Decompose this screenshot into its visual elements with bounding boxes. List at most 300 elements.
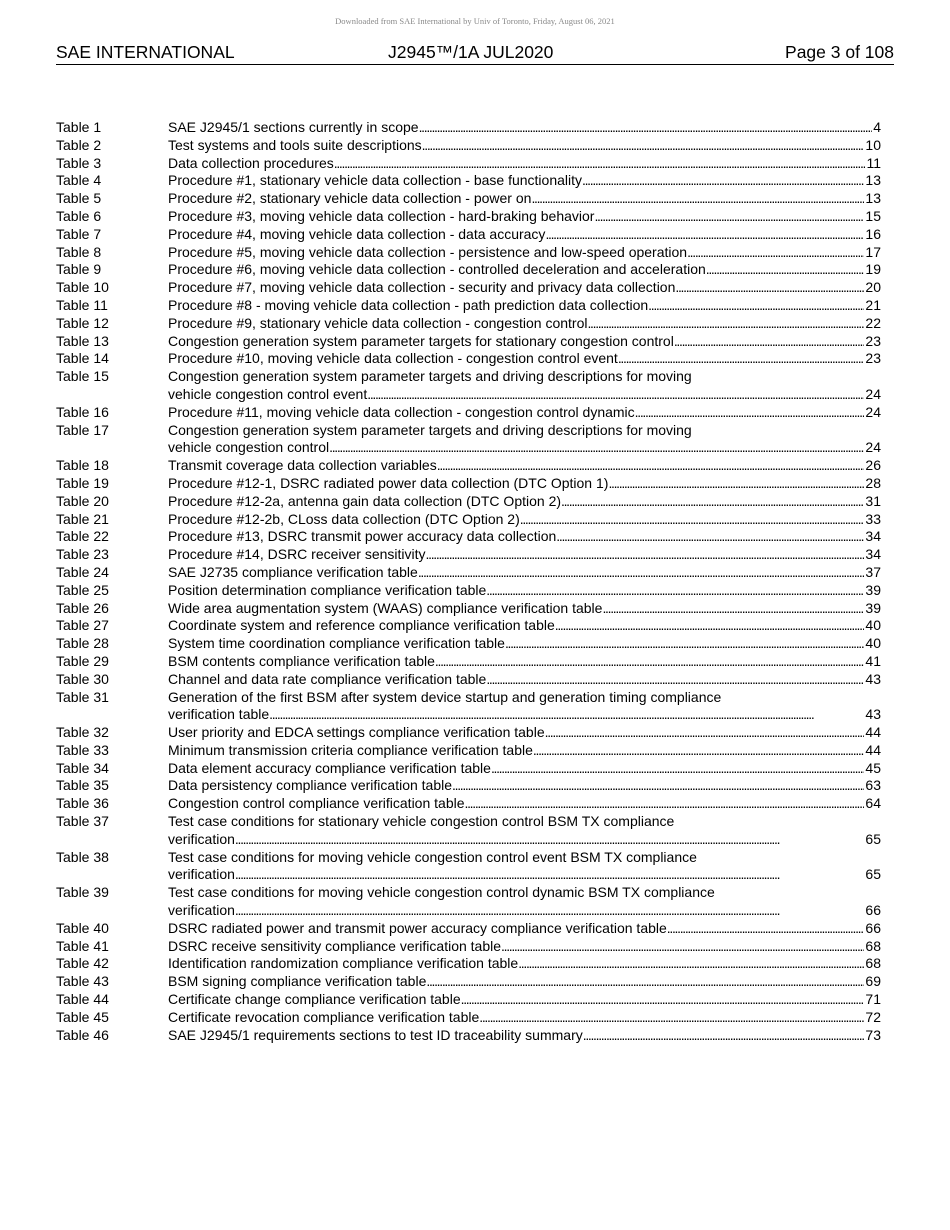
toc-title-line [168, 155, 881, 173]
dot-leader [583, 1027, 865, 1045]
toc-entry-body [168, 422, 881, 458]
toc-table-number: Table 4 [56, 172, 102, 189]
toc-title: DSRC radiated power and transmit power accuracy compliance verification table [168, 919, 667, 936]
toc-entry-body [168, 955, 881, 973]
toc-title: Congestion control compliance verification table [168, 795, 465, 812]
toc-title-line [168, 528, 881, 546]
dot-leader [418, 564, 865, 582]
toc-entry[interactable] [56, 190, 881, 208]
toc-entry[interactable] [56, 564, 881, 582]
toc-page-number: 43 [865, 706, 881, 723]
toc-table-number: Table 39 [56, 884, 109, 901]
toc-title-line [168, 493, 881, 511]
toc-entry[interactable] [56, 315, 881, 333]
toc-table-number: Table 25 [56, 581, 109, 598]
toc-page-number: 72 [865, 1008, 881, 1025]
dot-leader [334, 155, 866, 173]
toc-title: BSM contents compliance verification table [168, 652, 435, 669]
dot-leader [465, 795, 865, 813]
toc-title-line [168, 938, 881, 956]
toc-entry-body [168, 297, 881, 315]
toc-title-line [168, 137, 881, 155]
toc-page-number: 34 [865, 546, 881, 563]
toc-table-number: Table 41 [56, 937, 109, 954]
toc-title: Certificate revocation compliance verification table [168, 1008, 480, 1025]
toc-page-number: 68 [865, 955, 881, 972]
toc-title: Certificate change compliance verification table [168, 991, 461, 1008]
running-header [56, 44, 894, 65]
toc-table-number: Table 14 [56, 350, 109, 367]
toc-entry[interactable] [56, 849, 881, 885]
toc-title-line [168, 261, 881, 279]
toc-entry[interactable] [56, 813, 881, 849]
toc-table-number: Table 13 [56, 332, 109, 349]
toc-entry-body [168, 457, 881, 475]
dot-leader [422, 137, 865, 155]
toc-table-number: Table 8 [56, 243, 102, 260]
toc-entry[interactable] [56, 955, 881, 973]
toc-table-number: Table 17 [56, 421, 109, 438]
toc-entry[interactable] [56, 244, 881, 262]
toc-table-number: Table 40 [56, 919, 109, 936]
toc-page-number: 24 [865, 385, 881, 402]
toc-page-number: 41 [865, 652, 881, 669]
toc-title-line [168, 1009, 881, 1027]
dot-leader [582, 172, 864, 190]
toc-table-number: Table 46 [56, 1026, 109, 1043]
toc-entry-body [168, 617, 881, 635]
toc-page-number: 23 [865, 350, 881, 367]
dot-leader [635, 404, 865, 422]
toc-title: Coordinate system and reference compliance verification table [168, 617, 555, 634]
toc-title: Minimum transmission criteria compliance verification table [168, 741, 533, 758]
toc-entry-body [168, 244, 881, 262]
toc-title-first-line: Test case conditions for moving vehicle congestion control dynamic BSM TX compliance [168, 884, 715, 901]
toc-table-number: Table 24 [56, 563, 109, 580]
dot-leader [426, 973, 864, 991]
toc-title-first-line: Congestion generation system parameter targets and driving descriptions for moving [168, 368, 692, 385]
toc-entry-body [168, 137, 881, 155]
toc-title-line [168, 1027, 881, 1045]
toc-title: Procedure #11, moving vehicle data collection - congestion control dynamic [168, 403, 635, 420]
toc-title-line [168, 866, 881, 884]
toc-title: verification table [168, 706, 270, 723]
toc-entry[interactable] [56, 261, 881, 279]
toc-entry[interactable] [56, 119, 881, 137]
toc-title-line [168, 350, 881, 368]
toc-entry-body [168, 350, 881, 368]
toc-entry-body [168, 689, 881, 725]
toc-entry-body [168, 973, 881, 991]
toc-page-number: 13 [865, 190, 881, 207]
toc-entry[interactable] [56, 475, 881, 493]
toc-page-number: 26 [865, 457, 881, 474]
toc-title-line [168, 190, 881, 208]
toc-table-number: Table 33 [56, 741, 109, 758]
dot-leader [235, 902, 865, 920]
toc-entry[interactable] [56, 422, 881, 458]
toc-entry[interactable] [56, 884, 881, 920]
toc-title: Procedure #12-1, DSRC radiated power data collection (DTC Option 1) [168, 474, 609, 491]
toc-table-number: Table 2 [56, 136, 102, 153]
toc-table-number: Table 36 [56, 795, 109, 812]
toc-page-number: 20 [865, 279, 881, 296]
toc-page-number: 39 [865, 581, 881, 598]
toc-title-line [168, 617, 881, 635]
toc-entry-body [168, 528, 881, 546]
toc-page-number: 24 [865, 403, 881, 420]
dot-leader [501, 938, 864, 956]
dot-leader [452, 777, 864, 795]
toc-entry[interactable] [56, 760, 881, 778]
toc-page-number: 66 [865, 919, 881, 936]
toc-table-number: Table 38 [56, 848, 109, 865]
publisher-name: SAE INTERNATIONAL [56, 42, 235, 62]
dot-leader [587, 315, 864, 333]
toc-entry[interactable] [56, 279, 881, 297]
toc-title-line [168, 600, 881, 618]
dot-leader [486, 582, 864, 600]
toc-entry[interactable] [56, 208, 881, 226]
toc-entry-body [168, 849, 881, 885]
toc-title: Wide area augmentation system (WAAS) compliance verification table [168, 599, 603, 616]
dot-leader [556, 528, 864, 546]
toc-entry-body [168, 991, 881, 1009]
dot-leader [479, 1009, 864, 1027]
toc-entry[interactable] [56, 528, 881, 546]
toc-entry[interactable] [56, 172, 881, 190]
toc-entry[interactable] [56, 350, 881, 368]
toc-table-number: Table 26 [56, 599, 109, 616]
dot-leader [329, 439, 864, 457]
toc-entry-body [168, 724, 881, 742]
toc-page-number: 43 [865, 670, 881, 687]
toc-page-number: 11 [866, 154, 881, 171]
toc-entry-body [168, 742, 881, 760]
toc-entry[interactable] [56, 546, 881, 564]
toc-entry[interactable] [56, 938, 881, 956]
dot-leader [235, 866, 865, 884]
toc-entry[interactable] [56, 493, 881, 511]
toc-page-number: 28 [865, 474, 881, 491]
download-watermark-note: Downloaded from SAE International by Univ of Toronto, Friday, August 06, 2021 [335, 16, 615, 26]
toc-title: vehicle congestion control event [168, 385, 368, 402]
toc-table-number: Table 23 [56, 546, 109, 563]
toc-title-line [168, 315, 881, 333]
toc-title: vehicle congestion control [168, 439, 330, 456]
toc-entry[interactable] [56, 991, 881, 1009]
toc-table-number: Table 20 [56, 492, 109, 509]
toc-entry-body [168, 884, 881, 920]
toc-title: Test systems and tools suite descriptions [168, 136, 422, 153]
toc-table-number: Table 21 [56, 510, 109, 527]
toc-title: Procedure #6, moving vehicle data collection - controlled deceleration and acceleration [168, 261, 706, 278]
dot-leader [486, 671, 864, 689]
toc-entry[interactable] [56, 297, 881, 315]
toc-title: Procedure #4, moving vehicle data collection - data accuracy [168, 225, 546, 242]
toc-entry-body [168, 172, 881, 190]
dot-leader [531, 190, 864, 208]
toc-table-number: Table 1 [56, 119, 102, 135]
dot-leader [555, 617, 865, 635]
toc-title: Procedure #12-2a, antenna gain data collection (DTC Option 2) [168, 492, 562, 509]
toc-page-number: 10 [865, 136, 881, 153]
toc-page-number: 22 [865, 314, 881, 331]
dot-leader [618, 350, 865, 368]
dot-leader [461, 991, 865, 1009]
toc-entry[interactable] [56, 724, 881, 742]
document-id: J2945™/1A JUL2020 [388, 42, 554, 62]
dot-leader [235, 831, 865, 849]
toc-entry-body [168, 190, 881, 208]
toc-title: Procedure #12-2b, CLoss data collection (DTC Option 2) [168, 510, 520, 527]
toc-table-number: Table 30 [56, 670, 109, 687]
toc-entry[interactable] [56, 635, 881, 653]
toc-table-number: Table 10 [56, 279, 109, 296]
toc-title-line [168, 386, 881, 404]
toc-table-number: Table 22 [56, 528, 109, 545]
toc-page-number: 44 [865, 741, 881, 758]
toc-table-number: Table 6 [56, 207, 102, 224]
toc-entry[interactable] [56, 582, 881, 600]
toc-title-line [168, 279, 881, 297]
toc-page-number: 65 [865, 866, 881, 883]
toc-title-line [168, 973, 881, 991]
toc-table-number: Table 3 [56, 154, 102, 171]
toc-entry[interactable] [56, 226, 881, 244]
toc-entry[interactable] [56, 333, 881, 351]
toc-entry[interactable] [56, 653, 881, 671]
toc-entry-body [168, 813, 881, 849]
toc-page-number: 40 [865, 617, 881, 634]
toc-page-number: 24 [865, 439, 881, 456]
toc-entry[interactable] [56, 457, 881, 475]
toc-entry[interactable] [56, 777, 881, 795]
toc-page-number: 17 [865, 243, 881, 260]
toc-page-number: 64 [865, 795, 881, 812]
toc-title-line [168, 119, 881, 137]
toc-title-line [168, 760, 881, 778]
toc-title: System time coordination compliance verification table [168, 635, 505, 652]
toc-entry[interactable] [56, 137, 881, 155]
toc-title: Data persistency compliance verification table [168, 777, 453, 794]
toc-page-number: 19 [865, 261, 881, 278]
toc-title-line [168, 706, 881, 724]
toc-page-number: 40 [865, 635, 881, 652]
dot-leader [545, 724, 865, 742]
dot-leader [269, 706, 864, 724]
toc-page-number: 45 [865, 759, 881, 776]
dot-leader [674, 333, 865, 351]
toc-page-number: 34 [865, 528, 881, 545]
toc-title: Procedure #8 - moving vehicle data collection - path prediction data collection [168, 296, 649, 313]
toc-title-line [168, 208, 881, 226]
toc-title-line [168, 475, 881, 493]
toc-page-number: 31 [865, 492, 881, 509]
toc-title: Procedure #2, stationary vehicle data collection - power on [168, 190, 532, 207]
toc-title-line [168, 653, 881, 671]
toc-title-line [168, 582, 881, 600]
toc-title-line [168, 439, 881, 457]
toc-entry-body [168, 368, 881, 404]
toc-page-number: 37 [865, 563, 881, 580]
toc-entry-body [168, 404, 881, 422]
toc-entry[interactable] [56, 511, 881, 529]
toc-page-number: 73 [865, 1026, 881, 1043]
toc-table-number: Table 11 [56, 296, 108, 313]
toc-entry[interactable] [56, 155, 881, 173]
toc-title: Procedure #3, moving vehicle data collection - hard-braking behavior [168, 207, 595, 224]
toc-entry[interactable] [56, 920, 881, 938]
toc-title-line [168, 724, 881, 742]
toc-title: Channel and data rate compliance verification table [168, 670, 487, 687]
toc-entry[interactable] [56, 671, 881, 689]
dot-leader [437, 457, 865, 475]
toc-entry-body [168, 279, 881, 297]
toc-title-first-line: Test case conditions for stationary vehicle congestion control BSM TX compliance [168, 813, 675, 830]
toc-title-line [168, 777, 881, 795]
toc-title: SAE J2945/1 requirements sections to test ID traceability summary [168, 1026, 583, 1043]
toc-entry-body [168, 493, 881, 511]
toc-entry-body [168, 155, 881, 173]
toc-entry[interactable] [56, 404, 881, 422]
toc-table-number: Table 29 [56, 652, 109, 669]
toc-entry[interactable] [56, 617, 881, 635]
toc-title: Procedure #5, moving vehicle data collection - persistence and low-speed operation [168, 243, 688, 260]
toc-entry-body [168, 546, 881, 564]
toc-page-number: 65 [865, 830, 881, 847]
toc-table-number: Table 44 [56, 991, 109, 1008]
toc-title: Procedure #14, DSRC receiver sensitivity [168, 546, 426, 563]
toc-entry-body [168, 564, 881, 582]
dot-leader [533, 742, 865, 760]
toc-entry[interactable] [56, 795, 881, 813]
toc-page-number: 66 [865, 902, 881, 919]
toc-title: SAE J2945/1 sections currently in scope [168, 119, 419, 135]
dot-leader [419, 119, 873, 137]
toc-title: Procedure #7, moving vehicle data collection - security and privacy data collection [168, 279, 676, 296]
toc-entry-body [168, 208, 881, 226]
dot-leader [545, 226, 864, 244]
toc-entry-body [168, 475, 881, 493]
toc-title: verification [168, 830, 235, 847]
toc-table-number: Table 18 [56, 457, 109, 474]
toc-title: Transmit coverage data collection variables [168, 457, 437, 474]
toc-table-number: Table 42 [56, 955, 109, 972]
toc-title: Data collection procedures [168, 154, 334, 171]
toc-table-number: Table 45 [56, 1008, 109, 1025]
toc-page-number: 16 [865, 225, 881, 242]
toc-entry[interactable] [56, 689, 881, 725]
dot-leader [675, 279, 864, 297]
toc-title: SAE J2735 compliance verification table [168, 563, 418, 580]
toc-entry[interactable] [56, 1009, 881, 1027]
toc-title: User priority and EDCA settings compliance verification table [168, 724, 545, 741]
toc-title: verification [168, 866, 235, 883]
toc-page-number: 15 [865, 207, 881, 224]
toc-page-number: 69 [865, 973, 881, 990]
toc-page-number: 63 [865, 777, 881, 794]
toc-entry-body [168, 635, 881, 653]
toc-table-number: Table 19 [56, 474, 109, 491]
toc-table-number: Table 27 [56, 617, 109, 634]
toc-entry-body [168, 760, 881, 778]
dot-leader [602, 600, 864, 618]
toc-entry-body [168, 511, 881, 529]
dot-leader [667, 920, 865, 938]
toc-entry-body [168, 226, 881, 244]
toc-title-line [168, 333, 881, 351]
toc-table-number: Table 31 [56, 688, 109, 705]
toc-title: Procedure #9, stationary vehicle data collection - congestion control [168, 314, 588, 331]
toc-page-number: 13 [865, 172, 881, 189]
toc-title-line [168, 226, 881, 244]
toc-title: Procedure #1, stationary vehicle data collection - base functionality [168, 172, 583, 189]
toc-entry-body [168, 261, 881, 279]
toc-entry-body [168, 653, 881, 671]
toc-title-line [168, 635, 881, 653]
toc-title-line [168, 404, 881, 422]
toc-page-number: 44 [865, 724, 881, 741]
toc-title-line [168, 546, 881, 564]
toc-title-line [168, 920, 881, 938]
toc-title: BSM signing compliance verification table [168, 973, 427, 990]
toc-entry-body [168, 600, 881, 618]
dot-leader [491, 760, 864, 778]
toc-title-line [168, 831, 881, 849]
toc-title-line [168, 564, 881, 582]
toc-title: Data element accuracy compliance verification table [168, 759, 491, 776]
toc-title-first-line: Generation of the first BSM after system device startup and generation timing compliance [168, 688, 722, 705]
toc-entry-body [168, 920, 881, 938]
toc-table-number: Table 9 [56, 261, 102, 278]
toc-entry[interactable] [56, 368, 881, 404]
toc-page-number: 33 [865, 510, 881, 527]
toc-title-line [168, 902, 881, 920]
toc-entry-body [168, 777, 881, 795]
dot-leader [518, 955, 864, 973]
toc-entry[interactable] [56, 973, 881, 991]
list-of-tables [56, 119, 881, 1044]
toc-title-line [168, 244, 881, 262]
toc-table-number: Table 37 [56, 813, 109, 830]
toc-title: Procedure #13, DSRC transmit power accuracy data collection [168, 528, 557, 545]
toc-title-line [168, 671, 881, 689]
toc-entry-body [168, 582, 881, 600]
dot-leader [648, 297, 864, 315]
toc-page-number: 21 [865, 296, 881, 313]
toc-page-number: 68 [865, 937, 881, 954]
toc-table-number: Table 7 [56, 225, 102, 242]
dot-leader [706, 261, 865, 279]
toc-table-number: Table 12 [56, 314, 109, 331]
toc-page-number: 71 [865, 991, 881, 1008]
toc-table-number: Table 16 [56, 403, 109, 420]
toc-table-number: Table 5 [56, 190, 102, 207]
toc-table-number: Table 32 [56, 724, 109, 741]
toc-entry[interactable] [56, 600, 881, 618]
toc-entry[interactable] [56, 1027, 881, 1045]
toc-entry[interactable] [56, 742, 881, 760]
toc-title-line [168, 795, 881, 813]
toc-title: verification [168, 902, 235, 919]
toc-title-first-line: Congestion generation system parameter targets and driving descriptions for moving [168, 421, 692, 438]
toc-title-line [168, 955, 881, 973]
toc-title-line [168, 511, 881, 529]
dot-leader [561, 493, 864, 511]
toc-page-number: 39 [865, 599, 881, 616]
toc-entry-body [168, 333, 881, 351]
